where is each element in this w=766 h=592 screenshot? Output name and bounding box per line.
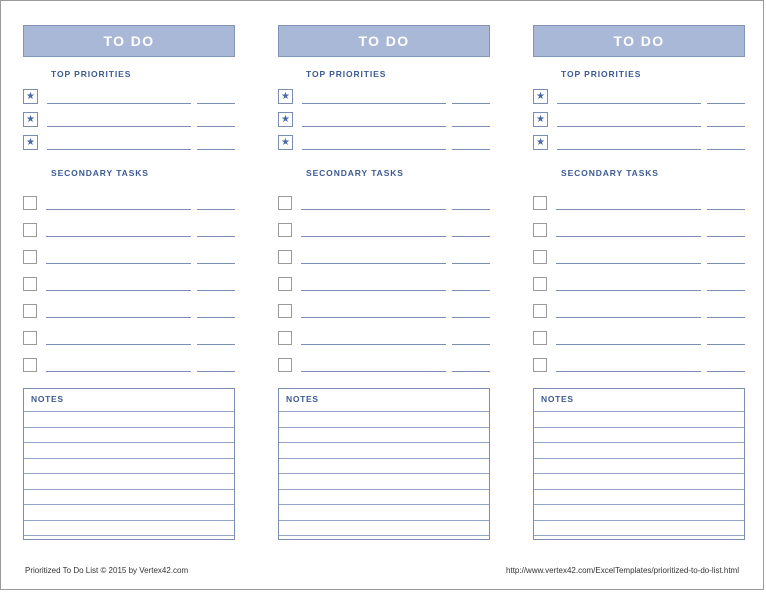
star-icon [23, 112, 38, 127]
notes-box[interactable] [533, 388, 745, 540]
task-write-line[interactable] [46, 209, 191, 210]
notes-line [279, 535, 489, 551]
notes-line [279, 520, 489, 536]
banner-title: TO DO [358, 33, 410, 49]
star-icon [278, 89, 293, 104]
secondary-row[interactable] [23, 185, 235, 212]
priority-row[interactable] [278, 83, 490, 106]
secondary-row[interactable] [278, 239, 490, 266]
task-due-line[interactable] [707, 344, 745, 345]
notes-box[interactable] [23, 388, 235, 540]
task-write-line[interactable] [301, 290, 446, 291]
star-icon [533, 135, 548, 150]
notes-line [279, 427, 489, 443]
star-icon [278, 112, 293, 127]
priority-row[interactable] [23, 83, 235, 106]
notes-line [24, 489, 234, 505]
secondary-row[interactable] [278, 347, 490, 374]
task-write-line[interactable] [556, 263, 701, 264]
secondary-row[interactable] [533, 185, 745, 212]
star-glyph: ★ [26, 136, 35, 148]
column-banner-1 [23, 25, 235, 57]
todo-column-2 [278, 25, 490, 540]
star-glyph: ★ [281, 113, 290, 125]
secondary-row[interactable] [533, 293, 745, 320]
checkbox-icon[interactable] [23, 358, 37, 372]
task-write-line[interactable] [46, 371, 191, 372]
task-write-line[interactable] [46, 344, 191, 345]
priority-row[interactable] [23, 106, 235, 129]
task-due-line[interactable] [707, 126, 745, 127]
checkbox-icon[interactable] [533, 358, 547, 372]
secondary-row[interactable] [23, 239, 235, 266]
notes-label: NOTES [31, 394, 64, 404]
priority-row[interactable] [533, 129, 745, 152]
notes-line [279, 504, 489, 520]
star-glyph: ★ [536, 90, 545, 102]
notes-line [534, 458, 744, 474]
task-due-line[interactable] [707, 317, 745, 318]
star-icon [23, 89, 38, 104]
task-due-line[interactable] [452, 263, 490, 264]
star-icon [533, 89, 548, 104]
notes-line [534, 473, 744, 489]
todo-column-1 [23, 25, 235, 540]
top-priorities-heading: TOP PRIORITIES [306, 69, 387, 79]
checkbox-icon[interactable] [533, 223, 547, 237]
task-due-line[interactable] [452, 344, 490, 345]
task-due-line[interactable] [197, 103, 235, 104]
task-write-line[interactable] [302, 103, 446, 104]
columns-container [23, 25, 745, 540]
task-due-line[interactable] [707, 103, 745, 104]
task-write-line[interactable] [556, 317, 701, 318]
checkbox-icon[interactable] [23, 196, 37, 210]
task-write-line[interactable] [556, 209, 701, 210]
task-write-line[interactable] [302, 149, 446, 150]
notes-line [279, 442, 489, 458]
star-icon [23, 135, 38, 150]
task-due-line[interactable] [197, 344, 235, 345]
checkbox-icon[interactable] [23, 331, 37, 345]
top-priorities-heading: TOP PRIORITIES [561, 69, 642, 79]
task-due-line[interactable] [197, 149, 235, 150]
notes-box[interactable] [278, 388, 490, 540]
task-write-line[interactable] [556, 344, 701, 345]
secondary-row[interactable] [533, 320, 745, 347]
checkbox-icon[interactable] [278, 358, 292, 372]
top-priorities-heading: TOP PRIORITIES [51, 69, 132, 79]
banner-title: TO DO [613, 33, 665, 49]
secondary-row[interactable] [278, 293, 490, 320]
notes-label: NOTES [286, 394, 319, 404]
secondary-tasks-heading: SECONDARY TASKS [51, 168, 149, 178]
column-banner-3 [533, 25, 745, 57]
task-write-line[interactable] [46, 236, 191, 237]
task-write-line[interactable] [301, 236, 446, 237]
task-due-line[interactable] [707, 209, 745, 210]
secondary-row[interactable] [278, 185, 490, 212]
checkbox-icon[interactable] [533, 304, 547, 318]
secondary-row[interactable] [533, 347, 745, 374]
task-due-line[interactable] [707, 371, 745, 372]
banner-title: TO DO [103, 33, 155, 49]
notes-line [24, 427, 234, 443]
secondary-tasks-heading: SECONDARY TASKS [561, 168, 659, 178]
task-due-line[interactable] [197, 290, 235, 291]
task-due-line[interactable] [452, 126, 490, 127]
star-glyph: ★ [281, 136, 290, 148]
checkbox-icon[interactable] [278, 223, 292, 237]
star-glyph: ★ [536, 113, 545, 125]
task-write-line[interactable] [556, 236, 701, 237]
notes-line [534, 535, 744, 551]
task-write-line[interactable] [47, 149, 191, 150]
notes-lines [279, 411, 489, 539]
checkbox-icon[interactable] [533, 331, 547, 345]
notes-label: NOTES [541, 394, 574, 404]
priority-row[interactable] [23, 129, 235, 152]
task-due-line[interactable] [452, 149, 490, 150]
checkbox-icon[interactable] [278, 304, 292, 318]
secondary-row[interactable] [533, 266, 745, 293]
notes-line [534, 427, 744, 443]
task-due-line[interactable] [707, 149, 745, 150]
star-icon [533, 112, 548, 127]
page-footer [25, 566, 739, 575]
notes-lines [534, 411, 744, 539]
notes-line [24, 458, 234, 474]
priority-row[interactable] [533, 106, 745, 129]
notes-line [24, 504, 234, 520]
secondary-row[interactable] [533, 239, 745, 266]
notes-line [534, 442, 744, 458]
secondary-row[interactable] [278, 320, 490, 347]
column-banner-2 [278, 25, 490, 57]
task-due-line[interactable] [707, 290, 745, 291]
task-due-line[interactable] [197, 209, 235, 210]
task-write-line[interactable] [557, 126, 701, 127]
notes-line [279, 458, 489, 474]
secondary-row[interactable] [23, 320, 235, 347]
task-write-line[interactable] [301, 317, 446, 318]
checkbox-icon[interactable] [23, 250, 37, 264]
task-write-line[interactable] [556, 371, 701, 372]
notes-line [24, 411, 234, 427]
checkbox-icon[interactable] [278, 277, 292, 291]
notes-line [24, 473, 234, 489]
notes-line [534, 504, 744, 520]
task-due-line[interactable] [197, 317, 235, 318]
task-write-line[interactable] [46, 290, 191, 291]
task-due-line[interactable] [452, 236, 490, 237]
secondary-row[interactable] [278, 212, 490, 239]
task-write-line[interactable] [557, 149, 701, 150]
checkbox-icon[interactable] [278, 250, 292, 264]
secondary-row[interactable] [278, 266, 490, 293]
task-write-line[interactable] [301, 344, 446, 345]
notes-line [24, 442, 234, 458]
task-write-line[interactable] [556, 290, 701, 291]
task-due-line[interactable] [452, 209, 490, 210]
checkbox-icon[interactable] [23, 277, 37, 291]
task-write-line[interactable] [302, 126, 446, 127]
notes-line [534, 520, 744, 536]
secondary-row[interactable] [23, 212, 235, 239]
secondary-tasks-heading: SECONDARY TASKS [306, 168, 404, 178]
task-write-line[interactable] [301, 263, 446, 264]
checkbox-icon[interactable] [278, 331, 292, 345]
checkbox-icon[interactable] [278, 196, 292, 210]
priority-row[interactable] [278, 106, 490, 129]
star-glyph: ★ [281, 90, 290, 102]
priority-row[interactable] [533, 83, 745, 106]
secondary-row[interactable] [23, 293, 235, 320]
task-due-line[interactable] [197, 126, 235, 127]
notes-line [279, 473, 489, 489]
task-write-line[interactable] [46, 263, 191, 264]
notes-line [24, 535, 234, 551]
notes-line [279, 489, 489, 505]
task-due-line[interactable] [707, 263, 745, 264]
task-due-line[interactable] [452, 103, 490, 104]
checkbox-icon[interactable] [533, 277, 547, 291]
notes-line [279, 411, 489, 427]
task-due-line[interactable] [197, 236, 235, 237]
notes-line [24, 520, 234, 536]
checkbox-icon[interactable] [23, 223, 37, 237]
task-due-line[interactable] [197, 263, 235, 264]
task-write-line[interactable] [301, 209, 446, 210]
task-write-line[interactable] [46, 317, 191, 318]
notes-lines [24, 411, 234, 539]
task-write-line[interactable] [47, 126, 191, 127]
task-write-line[interactable] [47, 103, 191, 104]
task-write-line[interactable] [557, 103, 701, 104]
footer-copyright: Prioritized To Do List © 2015 by Vertex42.com [25, 566, 189, 575]
checkbox-icon[interactable] [23, 304, 37, 318]
task-write-line[interactable] [301, 371, 446, 372]
task-due-line[interactable] [452, 290, 490, 291]
task-due-line[interactable] [707, 236, 745, 237]
task-due-line[interactable] [197, 371, 235, 372]
star-glyph: ★ [26, 113, 35, 125]
notes-line [534, 489, 744, 505]
priority-row[interactable] [278, 129, 490, 152]
task-due-line[interactable] [452, 371, 490, 372]
secondary-row[interactable] [533, 212, 745, 239]
footer-url[interactable]: http://www.vertex42.com/ExcelTemplates/prioritized-to-do-list.html [506, 566, 739, 575]
star-icon [278, 135, 293, 150]
task-due-line[interactable] [452, 317, 490, 318]
secondary-row[interactable] [23, 266, 235, 293]
checkbox-icon[interactable] [533, 196, 547, 210]
notes-line [534, 411, 744, 427]
secondary-row[interactable] [23, 347, 235, 374]
todo-column-3 [533, 25, 745, 540]
star-glyph: ★ [536, 136, 545, 148]
checkbox-icon[interactable] [533, 250, 547, 264]
star-glyph: ★ [26, 90, 35, 102]
